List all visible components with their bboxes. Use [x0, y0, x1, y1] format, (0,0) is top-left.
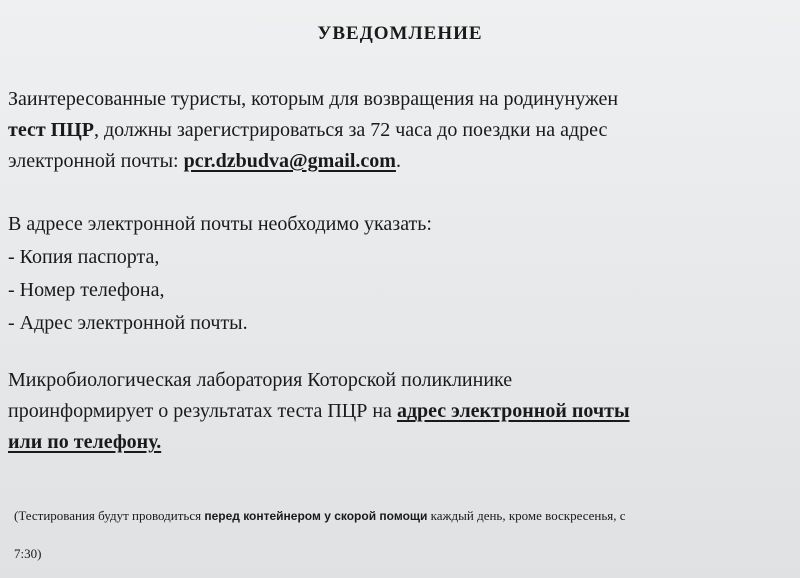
requirements-paragraph: [8, 208, 793, 340]
p1-line-3: [8, 146, 793, 177]
pcr-test-bold: тест ПЦР: [8, 119, 94, 141]
footnote-part-3: каждый день, кроме воскресенья, с: [427, 508, 626, 523]
p3-line-1: Микробиологическая лаборатория Которской поликлинике: [8, 369, 513, 391]
p3-line-2-text: проинформирует о результатах теста ПЦР на: [8, 400, 397, 422]
notice-title: УВЕДОМЛЕНИЕ: [317, 23, 483, 44]
registration-paragraph: [8, 84, 793, 177]
p3-line-3: [8, 427, 793, 458]
footnote-part-1: (Тестирования будут проводиться: [14, 508, 205, 523]
requirement-item: - Копия паспорта,: [8, 246, 160, 268]
email-label: электронной почты:: [8, 150, 184, 172]
footnote-line-1: [14, 497, 794, 535]
requirements-heading: В адресе электронной почты необходимо указать:: [8, 213, 432, 235]
results-paragraph: [8, 365, 793, 458]
results-by-phone: или по телефону.: [8, 431, 162, 453]
footnote-line-2: 7:30): [14, 546, 42, 561]
p1-line-1: Заинтересованные туристы, которым для возвращения на родинунужен: [8, 88, 619, 110]
p1-period: .: [395, 150, 401, 172]
requirement-item: - Номер телефона,: [8, 279, 165, 301]
p1-line-2: [8, 115, 793, 146]
p3-line-2: [8, 396, 793, 427]
results-by-email: адрес электронной почты: [396, 400, 630, 422]
requirement-item: - Адрес электронной почты.: [8, 312, 248, 334]
footnote-location-bold: перед контейнером у скорой помощи: [204, 509, 428, 523]
p1-line-2-rest: , должны зарегистрироваться за 72 часа до поездки на адрес: [93, 119, 608, 141]
footnote: [14, 497, 794, 573]
email-address: pcr.dzbudva@gmail.com: [183, 150, 396, 172]
